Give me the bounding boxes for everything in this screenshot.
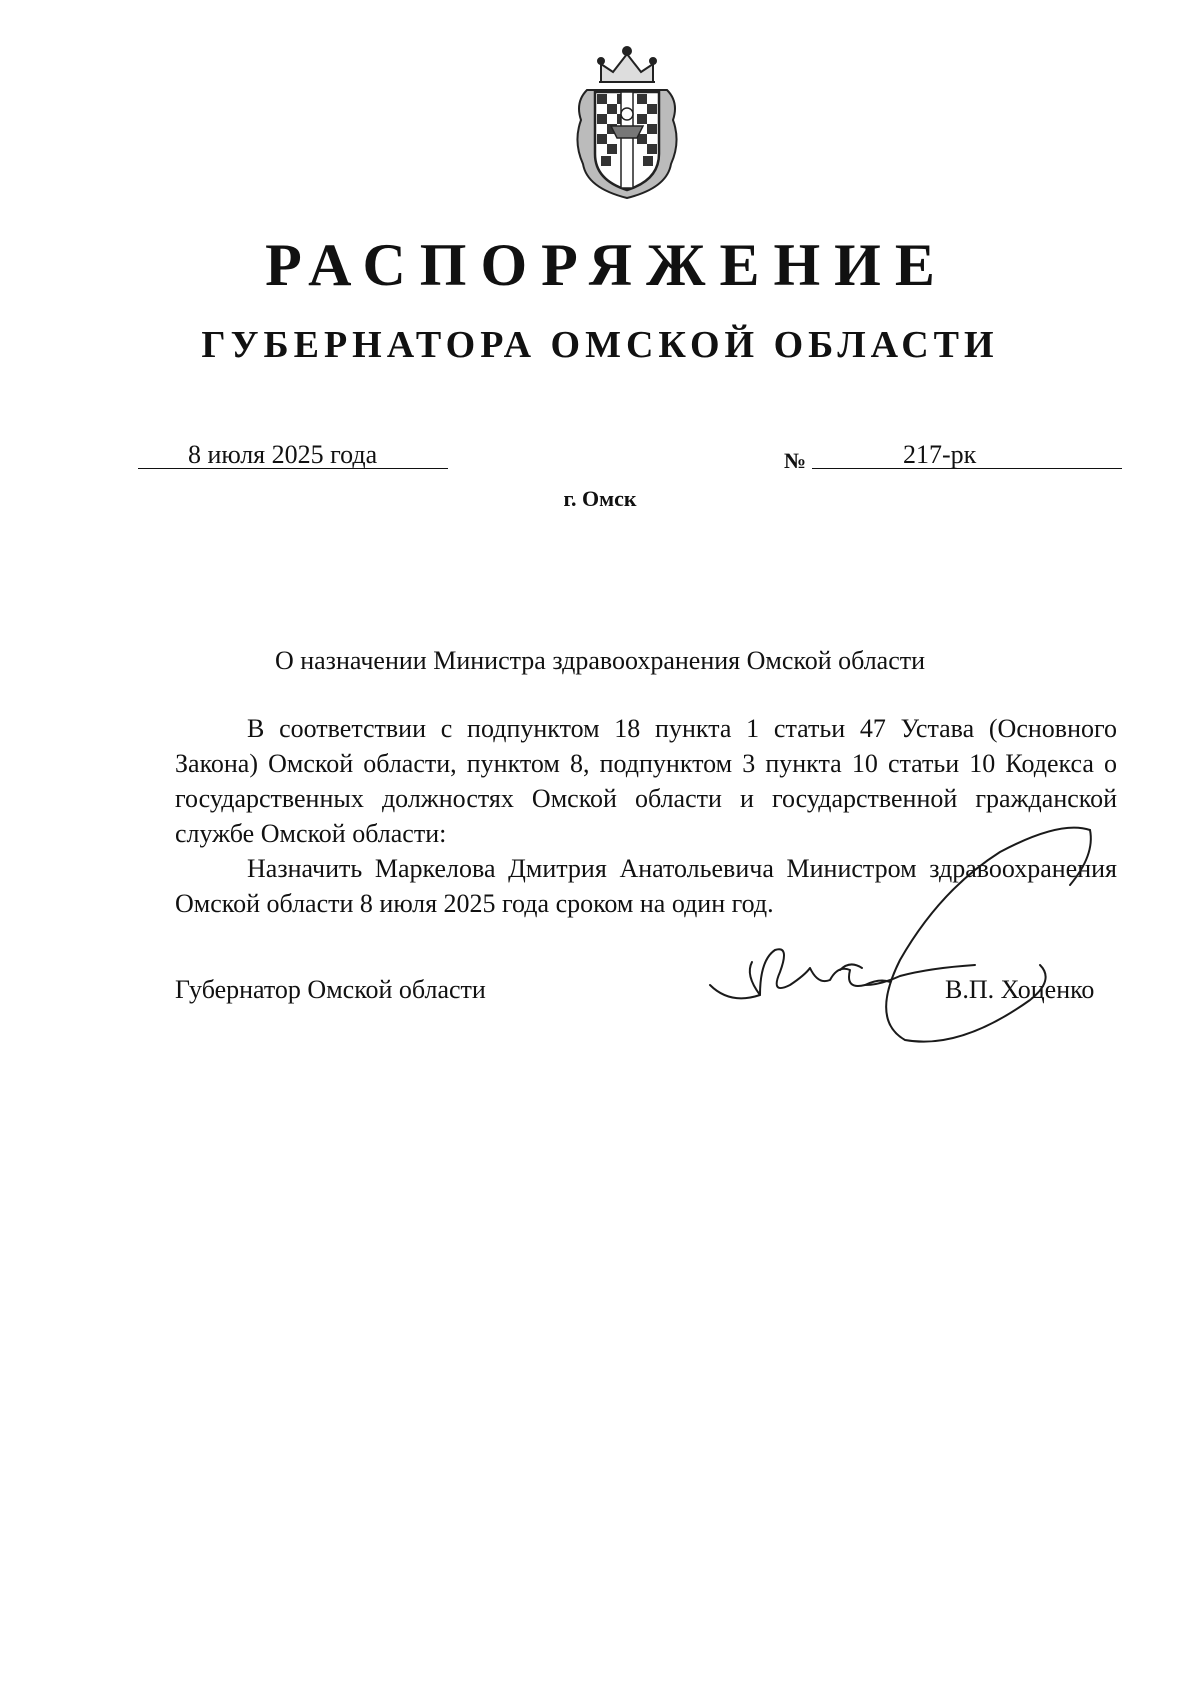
- document-number: 217-рк: [903, 440, 977, 469]
- document-title: РАСПОРЯЖЕНИЕ: [265, 232, 949, 298]
- body-paragraph: В соответствии с подпунктом 18 пункта 1 статьи 47 Устава (Основного Закона) Омской области, пунктом 8, подпунктом 3 пункта 10 статьи 10 Кодекса о государственных должностях Омской области и государственной гражданской службе Омской области:: [175, 714, 1117, 848]
- signer-position: Губернатор Омской области: [175, 975, 486, 1004]
- number-underline: [812, 468, 1122, 469]
- number-sign: №: [784, 448, 807, 473]
- document-city: г. Омск: [563, 486, 637, 511]
- signer-name: В.П. Хоценко: [945, 975, 1095, 1004]
- coat-of-arms-icon: [567, 42, 687, 202]
- document-body: [175, 711, 1117, 921]
- document-subject: О назначении Министра здравоохранения Омской области: [274, 646, 926, 675]
- document-date: 8 июля 2025 года: [188, 440, 378, 469]
- body-paragraph: Назначить Маркелова Дмитрия Анатольевича Министром здравоохранения Омской области 8 июля 2025 года сроком на один год.: [175, 854, 1117, 918]
- date-underline: [138, 468, 448, 469]
- document-subtitle: ГУБЕРНАТОРА ОМСКОЙ ОБЛАСТИ: [201, 324, 999, 366]
